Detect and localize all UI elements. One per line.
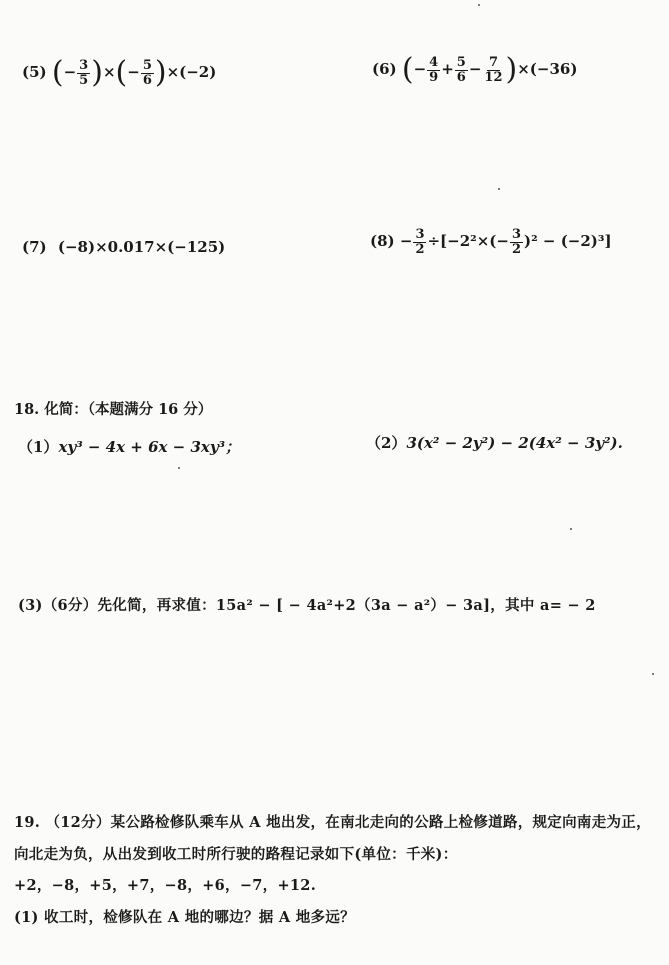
section-18-q2-expr: 3(x² − 2y²) − 2(4x² − 3y²). <box>406 434 623 452</box>
problem-6-label: (6) <box>372 60 397 78</box>
fraction: $\frac{7}{12}$ <box>484 54 503 85</box>
problem-5: (5) (− $\frac{3}{5}$ )×(− $\frac{5}{6}$ )×(−2) <box>22 55 217 90</box>
scan-speck <box>652 673 654 675</box>
section-18-q3: (3)（6分）先化简，再求值：15a² − [ − 4a²+2（3a − a²）− 3a]，其中 a= − 2 <box>18 597 596 614</box>
scan-speck <box>478 4 480 6</box>
section-19-line3: +2，−8，+5，+7，−8，+6，−7，+12. <box>14 877 317 894</box>
fraction: $\frac{3}{5}$ <box>79 57 89 88</box>
scan-speck <box>178 467 180 469</box>
section-19-line4: (1) 收工时，检修队在 A 地的哪边？据 A 地多远？ <box>14 909 355 926</box>
fraction: $\frac{3}{2}$ <box>415 227 425 257</box>
fraction: $\frac{3}{2}$ <box>511 227 522 257</box>
problem-8-label: (8) <box>370 232 395 251</box>
problem-5-label: (5) <box>22 63 47 81</box>
problem-8-mid: ÷[−2²×( <box>427 232 497 251</box>
problem-5-tail: ×(−2) <box>166 63 217 81</box>
problem-8: (8) − $\frac{3}{2}$ ÷[−2²×(− $\frac{3}{2}$ )² − (−2)³] <box>370 227 612 257</box>
problem-7-expr: (−8)×0.017×(−125) <box>57 238 226 256</box>
fraction: $\frac{5}{6}$ <box>456 54 466 85</box>
section-18-heading: 18. 化简：（本题满分 16 分） <box>14 401 213 418</box>
problem-7 <box>22 238 225 256</box>
section-18-q1 <box>18 436 240 457</box>
problem-6: (6) (− $\frac{4}{9}$ + $\frac{5}{6}$ − $\frac{7}{12}$ )×(−36) <box>372 52 578 87</box>
problem-6-tail: ×(−36) <box>517 60 578 78</box>
scan-speck <box>570 528 572 530</box>
section-18-q2-label: （2） <box>366 434 407 452</box>
fraction: $\frac{4}{9}$ <box>429 54 439 85</box>
section-18-q2 <box>366 432 623 453</box>
section-19-line1: 19. （12分）某公路检修队乘车从 A 地出发，在南北走向的公路上检修道路，规定向南走为正， <box>14 814 651 831</box>
section-18-q1-label: （1） <box>18 438 59 456</box>
section-18-q1-expr: xy³ − 4x + 6x − 3xy³； <box>58 438 241 456</box>
problem-7-label: (7) <box>22 238 47 256</box>
problem-8-tail: )² − (−2)³] <box>524 232 612 251</box>
scan-speck <box>498 188 500 190</box>
fraction: $\frac{5}{6}$ <box>142 57 152 88</box>
section-19-line2: 向北走为负，从出发到收工时所行驶的路程记录如下(单位：千米)： <box>14 846 458 863</box>
